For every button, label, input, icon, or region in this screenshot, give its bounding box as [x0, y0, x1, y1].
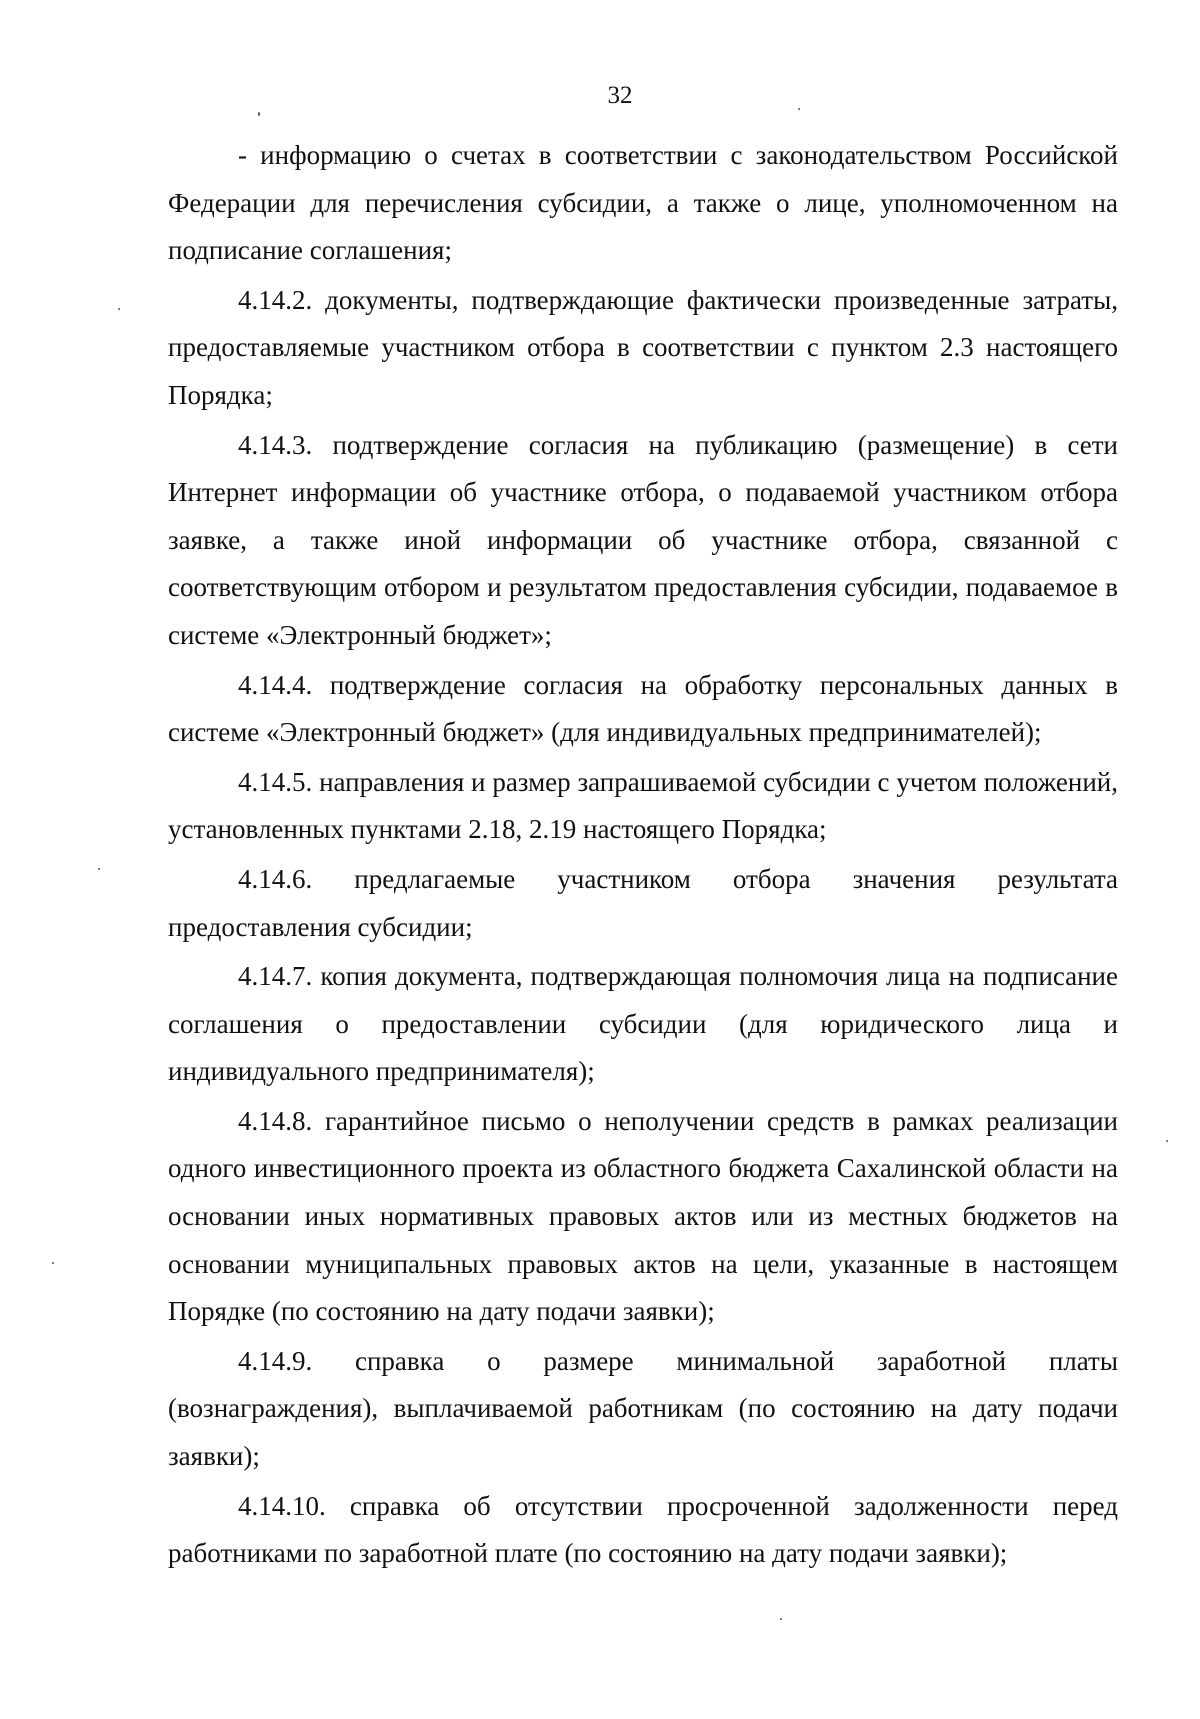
paragraph-4-14-7: 4.14.7. копия документа, подтверждающая полномочия лица на подписание соглашения о предоставлении субсидии (для юридического лица и индивидуального предпринимателя);: [168, 961, 1118, 1087]
scan-speck: [98, 868, 100, 870]
scan-speck: [798, 108, 800, 110]
paragraph-4-14-9: 4.14.9. справка о размере минимальной заработной платы (вознаграждения), выплачиваемой работникам (по состоянию на дату подачи заявки);: [168, 1345, 1118, 1472]
paragraph-4-14-8: 4.14.8. гарантийное письмо о неполучении средств в рамках реализации одного инвестиционного проекта из областного бюджета Сахалинской области на основании иных нормативных правовых актов или из местных бюджетов на основании муниципальных правовых актов на цели, указанные в настоящем Порядке (по состоянию на дату подачи заявки);: [168, 1105, 1118, 1327]
paragraph-4-14-10: 4.14.10. справка об отсутствии просроченной задолженности перед работниками по заработной плате (по состоянию на дату подачи заявки);: [168, 1490, 1118, 1569]
paragraph-4-14-3: 4.14.3. подтверждение согласия на публикацию (размещение) в сети Интернет информации об участнике отбора, о подаваемой участником отбора заявке, а также иной информации об участнике отбора, связанной с соответствующим отбором и результатом предоставления субсидии, подаваемое в системе «Электронный бюджет»;: [168, 429, 1118, 650]
paragraph-4-14-6: 4.14.6. предлагаемые участником отбора значения результата предоставления субсидии;: [168, 863, 1118, 942]
paragraph-4-14-4: 4.14.4. подтверждение согласия на обработку персональных данных в системе «Электронный бюджет» (для индивидуальных предпринимателей);: [168, 669, 1118, 748]
scan-speck: [1166, 1140, 1168, 1142]
paragraph-4-14-2: 4.14.2. документы, подтверждающие фактически произведенные затраты, предоставляемые участником отбора в соответствии с пунктом 2.3 настоящего Порядка;: [168, 284, 1118, 410]
paragraph-account-info: - информацию о счетах в соответствии с законодательством Российской Федерации для перечисления субсидии, а также о лице, уполномоченном на подписание соглашения;: [168, 140, 1118, 266]
scan-speck: [780, 1618, 782, 1620]
document-body: [168, 132, 1118, 1580]
scan-speck: [52, 1262, 54, 1264]
paragraph-4-14-5: 4.14.5. направления и размер запрашиваемой субсидии с учетом положений, установленных пунктами 2.18, 2.19 настоящего Порядка;: [168, 766, 1118, 845]
page-number: 32: [607, 82, 633, 109]
scan-speck: [258, 112, 260, 116]
scan-speck: [118, 308, 120, 310]
